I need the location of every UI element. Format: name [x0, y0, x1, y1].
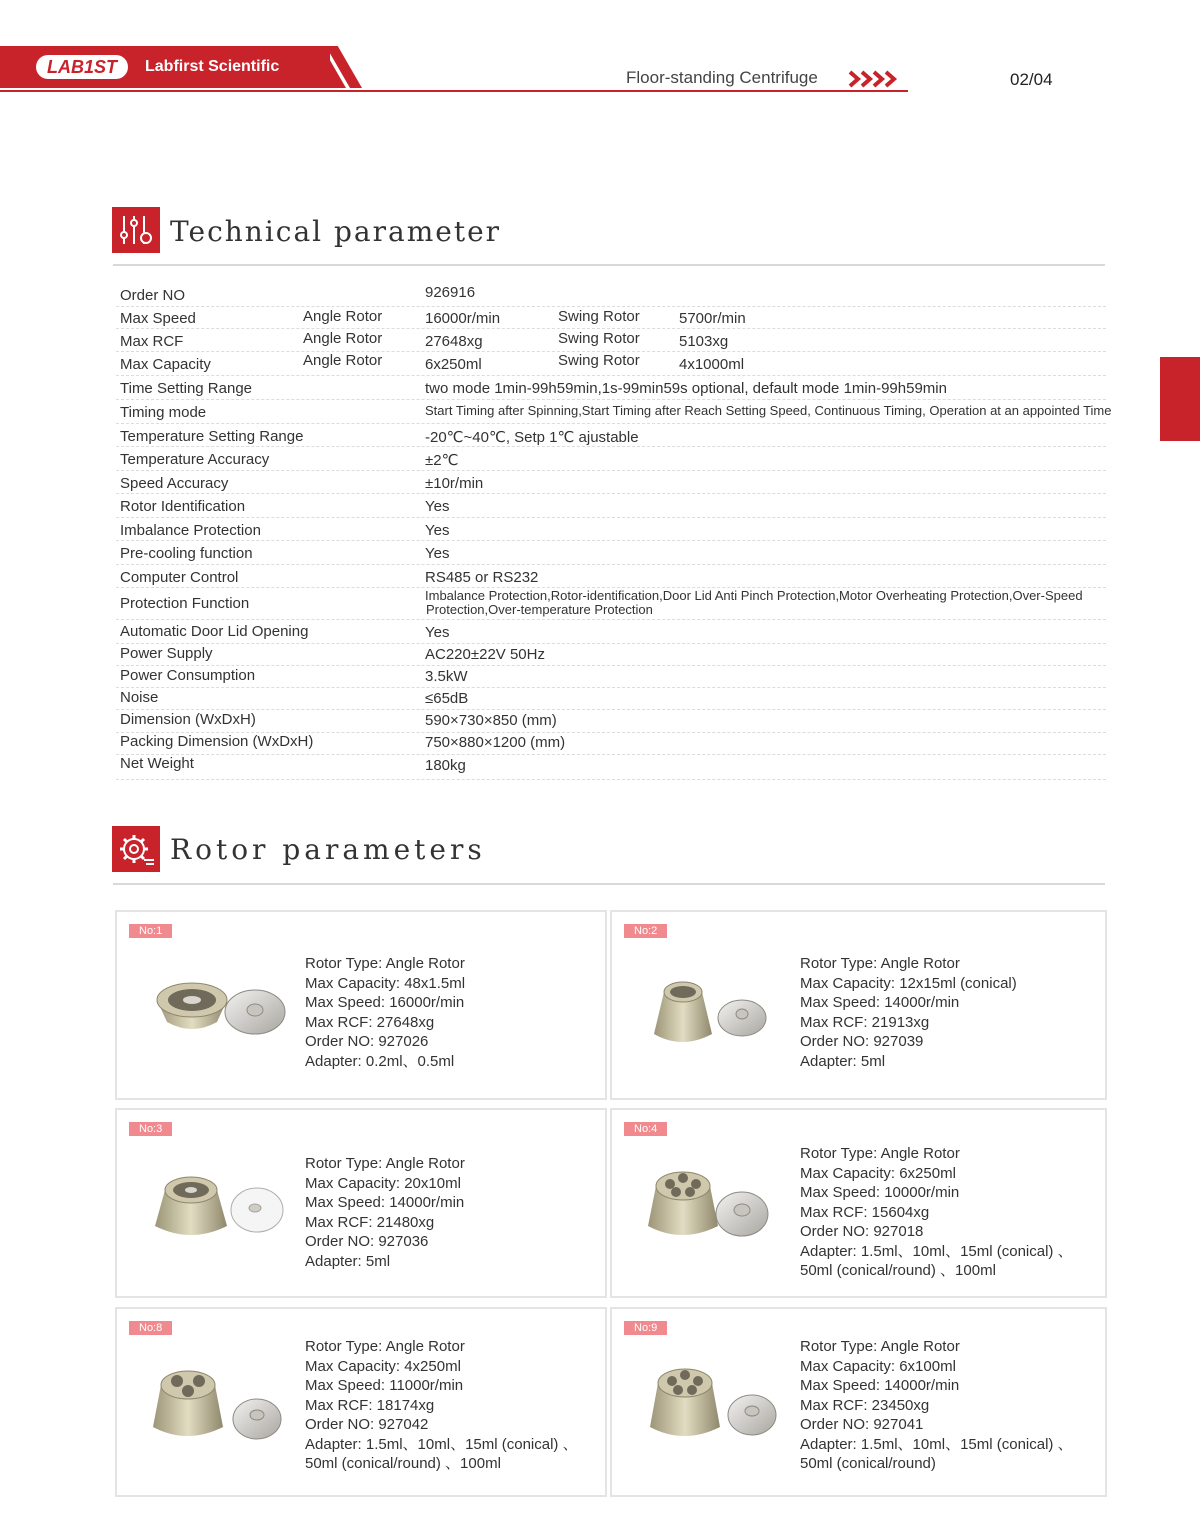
- rotor-image: [642, 1349, 792, 1459]
- parameter-value: Yes: [425, 522, 450, 539]
- rotor-specs: [305, 954, 465, 1071]
- table-row: [116, 754, 1106, 780]
- rotor-spec-line: Rotor Type: Angle Rotor: [800, 1338, 960, 1355]
- rotor-image: [147, 1349, 297, 1459]
- parameter-value: two mode 1min-99h59min,1s-99min59s optional, default mode 1min-99h59min: [425, 380, 947, 397]
- rotor-spec-line: Order NO: 927036: [305, 1233, 429, 1250]
- rotor-card: [610, 1307, 1107, 1497]
- table-row: [116, 540, 1106, 565]
- table-row: [116, 306, 1106, 329]
- parameter-label: Packing Dimension (WxDxH): [120, 733, 314, 750]
- parameter-label: Max Capacity: [120, 356, 211, 373]
- rotor-image: [147, 1150, 297, 1260]
- parameter-label: Order NO: [120, 287, 186, 304]
- rotor-card: [115, 910, 607, 1100]
- table-row: [116, 423, 1106, 447]
- rotor-spec-line: 50ml (conical/round): [800, 1455, 936, 1472]
- parameter-label: Noise: [120, 689, 159, 706]
- table-row: [116, 587, 1106, 620]
- header-rule: [0, 90, 908, 92]
- rotor-spec-line: 50ml (conical/round) 、100ml: [800, 1262, 996, 1279]
- parameter-value: AC220±22V 50Hz: [425, 646, 545, 663]
- rotor-number-badge: No:9: [624, 1321, 667, 1335]
- rotor-spec-line: Max Capacity: 6x100ml: [800, 1357, 956, 1375]
- rotor-spec-line: Max Capacity: 12x15ml (conical): [800, 974, 1017, 992]
- table-row: [116, 351, 1106, 376]
- parameter-value: Protection,Over-temperature Protection: [426, 602, 653, 617]
- parameter-value: RS485 or RS232: [425, 569, 539, 586]
- table-row: [116, 399, 1112, 424]
- rotor-spec-line: Order NO: 927042: [305, 1416, 429, 1433]
- rotor-specs: [800, 1337, 1073, 1474]
- rotor-spec-line: Max Speed: 10000r/min: [800, 1184, 960, 1201]
- rotor-spec-line: Max RCF: 27648xg: [305, 1013, 435, 1031]
- section-rule: [113, 883, 1105, 885]
- parameter-value: 590×730×850 (mm): [425, 712, 557, 729]
- parameter-value: Yes: [425, 545, 450, 562]
- table-row: [116, 517, 1106, 541]
- parameter-sublabel: Swing Rotor: [558, 330, 640, 347]
- section-rule: [113, 264, 1105, 266]
- rotor-number-badge: No:4: [624, 1122, 667, 1136]
- parameter-value: ≤65dB: [425, 690, 469, 707]
- parameter-value: -20℃~40℃, Setp 1℃ ajustable: [425, 429, 639, 446]
- rotor-spec-line: Max Speed: 11000r/min: [305, 1377, 464, 1394]
- parameter-value: ±10r/min: [425, 475, 484, 492]
- rotor-image: [147, 952, 297, 1062]
- parameter-value: 750×880×1200 (mm): [425, 734, 566, 751]
- parameter-label: Speed Accuracy: [120, 475, 229, 492]
- rotor-spec-line: Max RCF: 15604xg: [800, 1203, 930, 1221]
- sliders-icon: [112, 207, 160, 253]
- rotor-heading: Rotor parameters: [170, 833, 486, 866]
- rotor-spec-line: Adapter: 1.5ml、10ml、15ml (conical) 、: [800, 1242, 1073, 1260]
- table-row: [116, 375, 1106, 400]
- page-number: 02/04: [1010, 70, 1053, 89]
- parameter-label: Imbalance Protection: [120, 522, 261, 539]
- rotor-spec-line: Max Speed: 14000r/min: [800, 994, 960, 1011]
- rotor-spec-line: 50ml (conical/round) 、100ml: [305, 1455, 501, 1472]
- rotor-number-badge: No:2: [624, 924, 667, 938]
- chevrons-right-icon: [848, 70, 904, 88]
- parameter-label: Max Speed: [120, 310, 196, 327]
- table-row: [116, 328, 1106, 352]
- brand-name: Labfirst Scientific: [145, 58, 280, 75]
- parameter-label: Automatic Door Lid Opening: [120, 623, 309, 640]
- rotor-card: [610, 1108, 1107, 1298]
- parameter-label: Timing mode: [120, 404, 207, 421]
- rotor-spec-line: Order NO: 927041: [800, 1416, 924, 1433]
- parameter-value: Yes: [425, 624, 450, 641]
- parameter-sublabel: Angle Rotor: [303, 352, 383, 369]
- rotor-spec-line: Adapter: 0.2ml、0.5ml: [305, 1052, 455, 1070]
- side-tab-marker: [1160, 357, 1200, 441]
- parameter-value: 27648xg: [425, 333, 483, 350]
- rotor-card: [115, 1307, 607, 1497]
- parameter-value: 5103xg: [679, 333, 729, 350]
- parameter-value: 3.5kW: [425, 668, 468, 685]
- parameter-sublabel: Angle Rotor: [303, 330, 383, 347]
- table-row: [116, 446, 1106, 471]
- parameter-label: Temperature Setting Range: [120, 428, 304, 445]
- parameter-value: Imbalance Protection,Rotor-identification,Door Lid Anti Pinch Protection,Motor Overheating Protection,Over-Speed: [425, 588, 1083, 603]
- parameter-label: Dimension (WxDxH): [120, 711, 256, 728]
- rotor-spec-line: Adapter: 1.5ml、10ml、15ml (conical) 、: [305, 1435, 578, 1453]
- parameter-label: Power Consumption: [120, 667, 256, 684]
- table-row: [116, 732, 1106, 755]
- rotor-spec-line: Max RCF: 23450xg: [800, 1396, 930, 1414]
- brand-logo: LAB1ST: [36, 55, 128, 79]
- rotor-spec-line: Max Capacity: 48x1.5ml: [305, 974, 466, 992]
- parameter-label: Power Supply: [120, 645, 213, 662]
- rotor-spec-line: Max Speed: 14000r/min: [800, 1377, 960, 1394]
- rotor-specs: [800, 1144, 1073, 1281]
- parameter-value: 16000r/min: [425, 310, 501, 327]
- rotor-specs: [305, 1337, 578, 1474]
- rotor-spec-line: Max RCF: 21480xg: [305, 1213, 435, 1231]
- rotor-card: [610, 910, 1107, 1100]
- rotor-spec-line: Max Speed: 16000r/min: [305, 994, 465, 1011]
- rotor-image: [642, 952, 792, 1062]
- rotor-specs: [800, 954, 1017, 1071]
- rotor-spec-line: Rotor Type: Angle Rotor: [305, 955, 465, 972]
- rotor-spec-line: Max Capacity: 20x10ml: [305, 1174, 461, 1192]
- table-row: [116, 470, 1106, 494]
- parameter-label: Pre-cooling function: [120, 545, 253, 562]
- parameter-sublabel: Angle Rotor: [303, 308, 383, 325]
- parameter-value: 4x1000ml: [679, 356, 745, 373]
- table-row: [116, 283, 1106, 307]
- table-row: [116, 709, 1106, 733]
- parameter-label: Max RCF: [120, 333, 184, 350]
- rotor-spec-line: Rotor Type: Angle Rotor: [305, 1155, 465, 1172]
- rotor-spec-line: Max Speed: 14000r/min: [305, 1194, 465, 1211]
- parameter-sublabel: Swing Rotor: [558, 308, 640, 325]
- rotor-image: [642, 1150, 792, 1260]
- parameter-sublabel: Swing Rotor: [558, 352, 640, 369]
- rotor-number-badge: No:8: [129, 1321, 172, 1335]
- rotor-spec-line: Max RCF: 18174xg: [305, 1396, 435, 1414]
- parameter-label: Temperature Accuracy: [120, 451, 270, 468]
- gear-icon: [112, 826, 160, 872]
- rotor-spec-line: Order NO: 927039: [800, 1033, 924, 1050]
- rotor-spec-line: Max Capacity: 6x250ml: [800, 1164, 956, 1182]
- rotor-card: [115, 1108, 607, 1298]
- rotor-spec-line: Adapter: 5ml: [800, 1052, 886, 1070]
- rotor-specs: [305, 1154, 465, 1271]
- table-row: [116, 665, 1106, 688]
- parameter-label: Net Weight: [120, 755, 194, 772]
- table-row: [116, 687, 1106, 710]
- rotor-spec-line: Order NO: 927026: [305, 1033, 429, 1050]
- table-row: [116, 564, 1106, 588]
- parameter-value: 180kg: [425, 757, 466, 774]
- parameter-label: Protection Function: [120, 595, 250, 612]
- rotor-spec-line: Rotor Type: Angle Rotor: [800, 1145, 960, 1162]
- parameter-value: ±2℃: [425, 452, 459, 469]
- parameter-value: 926916: [425, 284, 476, 301]
- parameter-value: Start Timing after Spinning,Start Timing after Reach Setting Speed, Continuous Timing, Operation at an appointed Time: [425, 403, 1112, 418]
- parameter-value: 6x250ml: [425, 356, 482, 373]
- rotor-spec-line: Rotor Type: Angle Rotor: [305, 1338, 465, 1355]
- rotor-number-badge: No:3: [129, 1122, 172, 1136]
- parameter-value: Yes: [425, 498, 450, 515]
- parameter-label: Computer Control: [120, 569, 239, 586]
- rotor-spec-line: Order NO: 927018: [800, 1223, 924, 1240]
- parameter-value: 5700r/min: [679, 310, 746, 327]
- table-row: [116, 493, 1106, 518]
- technical-heading: Technical parameter: [170, 215, 502, 248]
- parameter-label: Time Setting Range: [120, 380, 253, 397]
- document-title: Floor-standing Centrifuge: [626, 68, 818, 87]
- table-row: [116, 643, 1106, 666]
- rotor-spec-line: Adapter: 5ml: [305, 1252, 391, 1270]
- rotor-spec-line: Max Capacity: 4x250ml: [305, 1357, 461, 1375]
- rotor-number-badge: No:1: [129, 924, 172, 938]
- rotor-spec-line: Rotor Type: Angle Rotor: [800, 955, 960, 972]
- parameter-label: Rotor Identification: [120, 498, 246, 515]
- rotor-spec-line: Max RCF: 21913xg: [800, 1013, 930, 1031]
- rotor-spec-line: Adapter: 1.5ml、10ml、15ml (conical) 、: [800, 1435, 1073, 1453]
- table-row: [116, 619, 1106, 644]
